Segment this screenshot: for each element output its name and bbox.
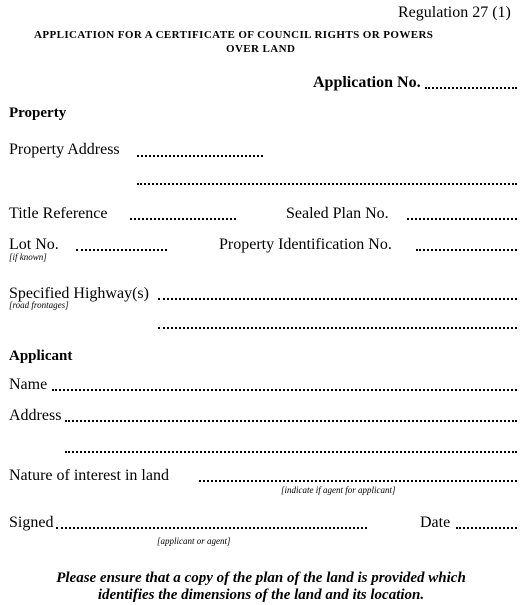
footer-instruction-line1: Please ensure that a copy of the plan of the land is provided which — [56, 570, 466, 586]
property-address-field-line2[interactable] — [137, 183, 517, 185]
footer-instruction-line2: identifies the dimensions of the land and its location. — [97, 587, 425, 603]
date-field[interactable] — [456, 527, 517, 529]
applicant-section-title: Applicant — [9, 348, 73, 364]
lot-no-field[interactable] — [76, 249, 167, 251]
specified-highways-note: [road frontages] — [9, 300, 69, 310]
property-address-field-line1[interactable] — [137, 155, 263, 157]
signature-field[interactable] — [56, 527, 367, 529]
specified-highways-label: Specified Highway(s) — [9, 285, 149, 302]
applicant-address-field-line2[interactable] — [65, 451, 517, 453]
date-label: Date — [420, 514, 451, 531]
lot-no-label: Lot No. — [9, 236, 59, 253]
specified-highways-field-line2[interactable] — [158, 327, 517, 329]
applicant-address-label: Address — [9, 407, 62, 424]
property-id-field[interactable] — [416, 249, 517, 251]
applicant-name-field[interactable] — [52, 389, 517, 391]
applicant-name-label: Name — [9, 376, 48, 393]
property-section-title: Property — [9, 105, 67, 121]
applicant-address-field-line1[interactable] — [65, 420, 517, 422]
signed-label: Signed — [9, 514, 54, 531]
specified-highways-field-line1[interactable] — [158, 298, 517, 300]
sealed-plan-label: Sealed Plan No. — [286, 205, 389, 222]
nature-of-interest-label: Nature of interest in land — [9, 467, 169, 484]
property-id-label: Property Identification No. — [219, 236, 392, 253]
nature-of-interest-field[interactable] — [199, 480, 517, 482]
title-reference-label: Title Reference — [9, 205, 108, 222]
nature-of-interest-note: [indicate if agent for applicant] — [281, 485, 396, 495]
title-reference-field[interactable] — [130, 218, 236, 220]
sealed-plan-field[interactable] — [407, 218, 517, 220]
form-heading-line2: OVER LAND — [226, 43, 296, 55]
lot-no-note: [if known] — [9, 252, 47, 262]
property-address-label: Property Address — [9, 141, 120, 158]
application-no-label: Application No. — [313, 74, 421, 91]
application-no-field[interactable] — [425, 87, 517, 89]
signed-note: [applicant or agent] — [157, 536, 231, 546]
form-heading-line1: APPLICATION FOR A CERTIFICATE OF COUNCIL RIGHTS OR POWERS — [34, 29, 434, 41]
regulation-reference: Regulation 27 (1) — [398, 4, 511, 21]
